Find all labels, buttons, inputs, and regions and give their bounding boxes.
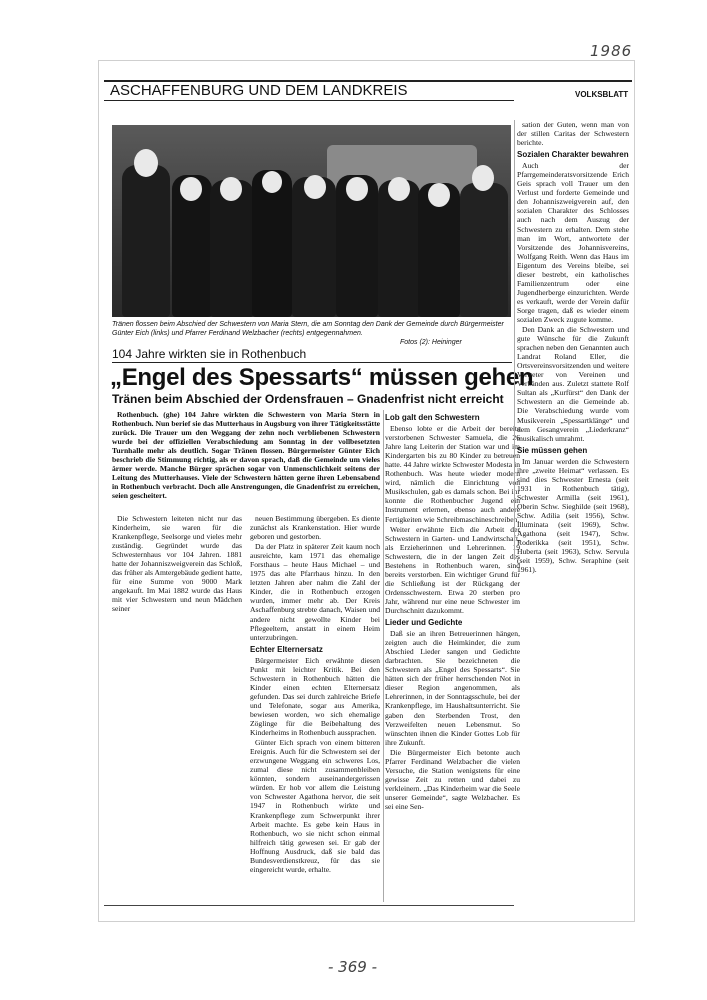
photo-person-face: [180, 177, 202, 201]
bottom-rule: [104, 905, 514, 906]
body-paragraph: Günter Eich sprach von einem bitteren Ereignis. Auch für die Schwestern sei der erzwungene Weggang ein schweres Los, zumal diese nicht zusammenbleiben könnten, sondern auseinandergerissen würden. Er hob vor allem die Leistung von Schwester Agathona hervor, die seit 1947 in Rothenbuch wirkte und Krankenpflege zum Schwerpunkt ihrer Arbeit machte. Es gebe kein Haus in Rothenbuch, wo sie nicht schon einmal hilfreich tätig gewesen sei. Er gab der Hoffnung Ausdruck, daß sie bald das Bundesverdienstkreuz, für das sie eingereicht wurde, erhalte.: [250, 738, 380, 874]
handwritten-year: 1986: [590, 42, 633, 60]
body-paragraph: sation der Guten, wenn man von der stillen Caritas der Schwestern berichte.: [517, 120, 629, 148]
article-column-1: [112, 514, 242, 615]
article-intro: [112, 410, 380, 501]
header-underline: [104, 100, 514, 101]
photo-caption: Tränen flossen beim Abschied der Schwestern von Maria Stern, die am Sonntag den Dank der Gemeinde durch Bürgermeister Günter Eich (links) und Pfarrer Ferdinand Welzbacher (rechts) entgegennahmen.: [112, 321, 504, 337]
article-column-3: [385, 410, 520, 812]
newspaper-name: VOLKSBLATT: [575, 90, 629, 99]
photo-person-face: [388, 177, 410, 201]
photo-person-face: [220, 177, 242, 201]
article-kicker: 104 Jahre wirkten sie in Rothenbuch: [112, 347, 307, 361]
photo-person-mayor: [122, 165, 170, 317]
body-paragraph: Die Bürgermeister Eich betonte auch Pfarrer Ferdinand Welzbacher die vielen Versuche, die Station wenigstens für eine gewisse Zeit zu retten und dabei zu verkleinern. „Das Kinderheim war die Seele unserer Gemeinde“, sagte Welzbacher. Es sei eine Sen-: [385, 747, 520, 811]
body-paragraph: Weiter erwähnte Eich die Arbeit der Schwestern in Garten- und Landwirtschaft, als Erzieherinnen und Lehrerinnen. 19 Schwestern, die in der langen Zeit des Bestehens in Rothenbuch waren, sind bereits verstorben. Ein wichtiger Grund für die Schließung ist der Rückgang der Ordensschwestern. Etwa 20 sterben pro Jahr, während nur eine neue Schwester im Durchschnitt dazukommt.: [385, 524, 520, 615]
subheading: Sozialen Charakter bewahren: [517, 150, 629, 160]
photo-person-face: [262, 171, 282, 193]
body-paragraph: Bürgermeister Eich erwähnte diesen Punkt mit leichter Kritik. Bei den Schwestern in Rothenbuch hätten die Kinder einen echten Elternersatz gefunden. Das sei durch zahlreiche Briefe und Telefonate, sogar aus Amerika, bewiesen worden, wo sich ehemalige Zöglinge für die Beibehaltung des Kinderheims in Rothenbuch aussprachen.: [250, 655, 380, 738]
photo-person-face: [346, 177, 368, 201]
article-column-4: [517, 120, 629, 575]
body-paragraph: Daß sie an ihren Betreuerinnen hängen, zeigten auch die Heimkinder, die zum Abschied Lieder sangen und Gedichte darbrachten. Sie bezeichneten die Schwestern als „Engel des Spessarts“. Sie hätten sich der früher herrschenden Not in dieser Region angenommen, als Lehrerinnen, in der Sonntagsschule, bei der Krankenpflege, im Haushaltsunterricht. Sie gaben den Sterbenden Trost, den Verzweifelten neuen Lebensmut. So wünschten ihnen die Kinder Gottes Lob für ihre Zukunft.: [385, 629, 520, 747]
group-photo: [112, 125, 511, 317]
column-separator: [383, 410, 384, 902]
photo-credit: Fotos (2): Heininger: [400, 339, 462, 346]
handwritten-page-number: - 369 -: [328, 958, 377, 976]
body-paragraph: Den Dank an die Schwestern und gute Wünsche für die Zukunft sprachen neben den Genannten auch Landrat Roland Eller, die Ortsvereinsvorsitzenden und weitere Vertreter von Vereinen und Verbänden aus. Zuletzt stattete Rolf Sultan als „Kurfürst“ den Dank der Schwestern an die Gemeinde ab. Die Verabschiedung wurde vom Musikverein „Spessartklänge“ und dem Gesangverein „Liederkranz“ musikalisch umrahmt.: [517, 325, 629, 443]
photo-person-face: [428, 183, 450, 207]
article-subhead: Tränen beim Abschied der Ordensfrauen – Gnadenfrist nicht erreicht: [112, 392, 504, 406]
body-paragraph: Ebenso lobte er die Arbeit der bereits verstorbenen Schwester Samuela, die 26 Jahre lang Leiterin der Station war und im Kindergarten bis zu 80 Kinder zu betreuen hatte. 44 Jahre wirkte Schwester Modesta in Rothenbuch. Was heute wieder modern wird, nämlich die Einrichtung von Musikschulen, gab es damals schon. Bei ihr konnte die Rothenbucher Jugend ein Instrument erlernen, ebenso auch andere Fertigkeiten wie Schreibmaschineschreiben.: [385, 424, 520, 524]
subheading: Echter Elternersatz: [250, 644, 323, 654]
body-paragraph: neuen Bestimmung übergeben. Es diente zunächst als Krankenstation. Hier wurde geboren und gestorben.: [250, 514, 380, 542]
column-separator: [514, 120, 515, 560]
subheading: Lob galt den Schwestern: [385, 413, 480, 422]
body-paragraph: Da der Platz in späterer Zeit kaum noch ausreichte, kam 1971 das ehemalige Forsthaus – heute Haus Michael – und 1975 das alte Pfarrhaus hinzu. In den letzten Jahren aber nahm die Zahl der Kinder, die in Rothenbuch erzogen wurden, immer mehr ab. Der Kreis Aschaffenburg strebte danach, Waisen und andere nicht gewollte Kinder bei Pflegeeltern, anstatt in einem Heim unterzubringen.: [250, 542, 380, 642]
body-paragraph: Im Januar werden die Schwestern ihre „zweite Heimat“ verlassen. Es sind dies Schwester Ernesta (seit 1931 in Rothenbuch tätig), Schwester Armilla (seit 1961), Oberin Schw. Sieghilde (seit 1968), Schw. Adilia (seit 1956), Schw. Illuminata (seit 1969), Schw. Agathona (seit 1947), Schw. Roderikka (seit 1951), Schw. Huberta (seit 1963), Schw. Servula (seit 1959), Schw. Seraphine (seit 1961).: [517, 456, 629, 575]
subheading: Lieder und Gedichte: [385, 618, 463, 628]
article-column-2: [250, 514, 380, 875]
body-paragraph: Auch der Pfarrgemeinderatsvorsitzende Erich Geis sprach voll Trauer um den Verlust und forderte Gemeinde und den Johanniszweigverein auf, den sozialen Charakter des Schlosses auch nach dem Auszug der Schwestern zu erhalten. Dem stehe man im Wort, antwortete der Vorsitzende des Johannisvereins, Wolfgang Reith. Wenn das Haus im Eigentum des Vereins bleibe, sei dieser bestrebt, ein katholisches Familienzentrum oder eine Jugendherberge einzurichten. Werde es verkauft, werde der Verein dafür Sorge tragen, daß es wieder einem sozialen Zweck zugute komme.: [517, 161, 629, 324]
photo-person-face: [134, 149, 158, 177]
article-headline: „Engel des Spessarts“ müssen gehen: [110, 364, 534, 391]
section-title: ASCHAFFENBURG UND DEM LANDKREIS: [110, 82, 408, 99]
kicker-rule: [112, 362, 512, 363]
photo-person-priest: [460, 183, 508, 317]
photo-person-face: [304, 175, 326, 199]
photo-person-face: [472, 165, 494, 191]
intro-paragraph: Rothenbuch. (ghe) 104 Jahre wirkten die Schwestern von Maria Stern in Rothenbuch. Nun berief sie das Mutterhaus in Augsburg von ihrer Tätigkeitsstätte zurück. Die Trauer um den Weggang der zehn noch verbliebenen Schwestern wurde bei der offiziellen Verabschiedung am Sonntag in der vollbesetzten Turnhalle mehr als deutlich. Sogar Tränen flossen. Bürgermeister Günter Eich beschrieb die Stimmung richtig, als er davon sprach, daß die Gemeinde um vieles ärmer werde. Manche Bürger sprächen sogar von Unmenschlichkeit seitens der Leitung des Mutterhauses. Viele der Schwestern hätten gerne ihren Lebensabend in Rothenbuch verbracht. Doch alle Anstrengungen, die Gnadenfrist zu erreichen, seien gescheitert.: [112, 410, 380, 501]
body-paragraph: Die Schwestern leiteten nicht nur das Kinderheim, sie waren für die Krankenpflege, Seelsorge und vieles mehr zuständig. Gegründet wurde das Schwesternhaus vor 104 Jahren. 1881 hatte der Johanniszweigverein das Schloß, das früher als Amtergebäude gedient hatte, für eine Summe von 9000 Mark angekauft. Im Mai 1882 wurde das Haus mit vier Schwestern und neun Mädchen seiner: [112, 514, 242, 614]
subheading: Sie müssen gehen: [517, 445, 588, 455]
